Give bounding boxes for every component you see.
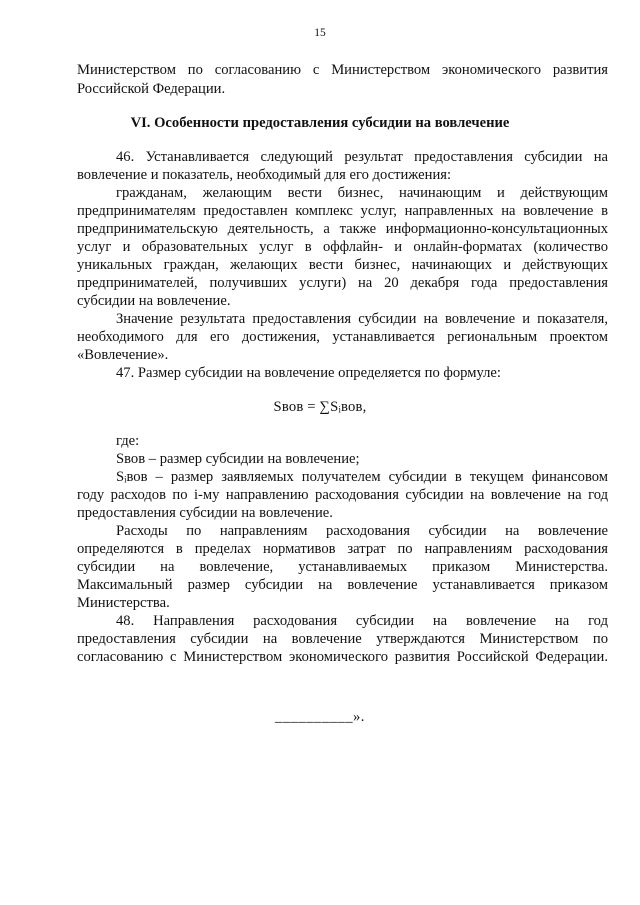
definition-line-2: Sᵢвов – размер заявляемых получателем субсидии в текущем финансовом (116, 469, 608, 485)
p46-line-4: предпринимателям предоставлен комплекс услуг, направленных на вовлечение в (77, 203, 608, 219)
p48-line-3: согласованию с Министерством экономического развития Российской Федерации. (77, 649, 608, 665)
p46-line-5: предпринимательскую деятельность, а также информационно-консультационных (77, 221, 608, 237)
intro-line-1: Министерством по согласованию с Министерством экономического развития (77, 62, 608, 78)
where-label: где: (116, 433, 140, 449)
p46-line-11: необходимого для его достижения, устанавливается региональным проектом (77, 329, 608, 345)
definition-line-1: Sвов – размер субсидии на вовлечение; (116, 451, 360, 467)
p46-line-7: уникальных граждан, желающих вести бизнес, начинающих и действующих (77, 257, 608, 273)
p47-intro: 47. Размер субсидии на вовлечение определяется по формуле: (116, 365, 501, 381)
expenses-line-4: Максимальный размер субсидии на вовлечение устанавливается приказом (77, 577, 608, 593)
section-heading: VI. Особенности предоставления субсидии на вовлечение (130, 115, 510, 131)
expenses-line-3: субсидии на вовлечение, устанавливаемых приказом Министерства. (77, 559, 608, 575)
expenses-line-5: Министерства. (77, 595, 170, 611)
p46-line-12: «Вовлечение». (77, 347, 169, 363)
definition-line-4: предоставления субсидии на вовлечение. (77, 505, 333, 521)
intro-line-2: Российской Федерации. (77, 81, 226, 97)
p46-line-6: услуг и образовательных услуг в оффлайн- и онлайн-форматах (количество (77, 239, 608, 255)
expenses-line-1: Расходы по направлениям расходования субсидии на вовлечение (116, 523, 608, 539)
expenses-line-2: определяются в пределах нормативов затрат по направлениям расходования (77, 541, 608, 557)
p46-line-10: Значение результата предоставления субсидии на вовлечение и показателя, (116, 311, 608, 327)
formula: Sвов = ∑Sᵢвов, (273, 399, 367, 415)
p46-line-1: 46. Устанавливается следующий результат предоставления субсидии на (116, 149, 608, 165)
page-number: 15 (314, 27, 326, 39)
p48-line-2: предоставления субсидии на вовлечение утверждаются Министерством по (77, 631, 608, 647)
p46-line-3: гражданам, желающим вести бизнес, начинающим и действующим (116, 185, 608, 201)
p46-line-2: вовлечение и показатель, необходимый для его достижения: (77, 167, 452, 183)
definition-line-3: году расходов по i-му направлению расходования субсидии на вовлечение на год (77, 487, 608, 503)
p48-line-1: 48. Направления расходования субсидии на вовлечение на год (116, 613, 608, 629)
closing-mark: __________». (275, 709, 365, 725)
p46-line-9: субсидии на вовлечение. (77, 293, 231, 309)
p46-line-8: предпринимателей, получивших услуги) на 20 декабря года предоставления (77, 275, 608, 291)
